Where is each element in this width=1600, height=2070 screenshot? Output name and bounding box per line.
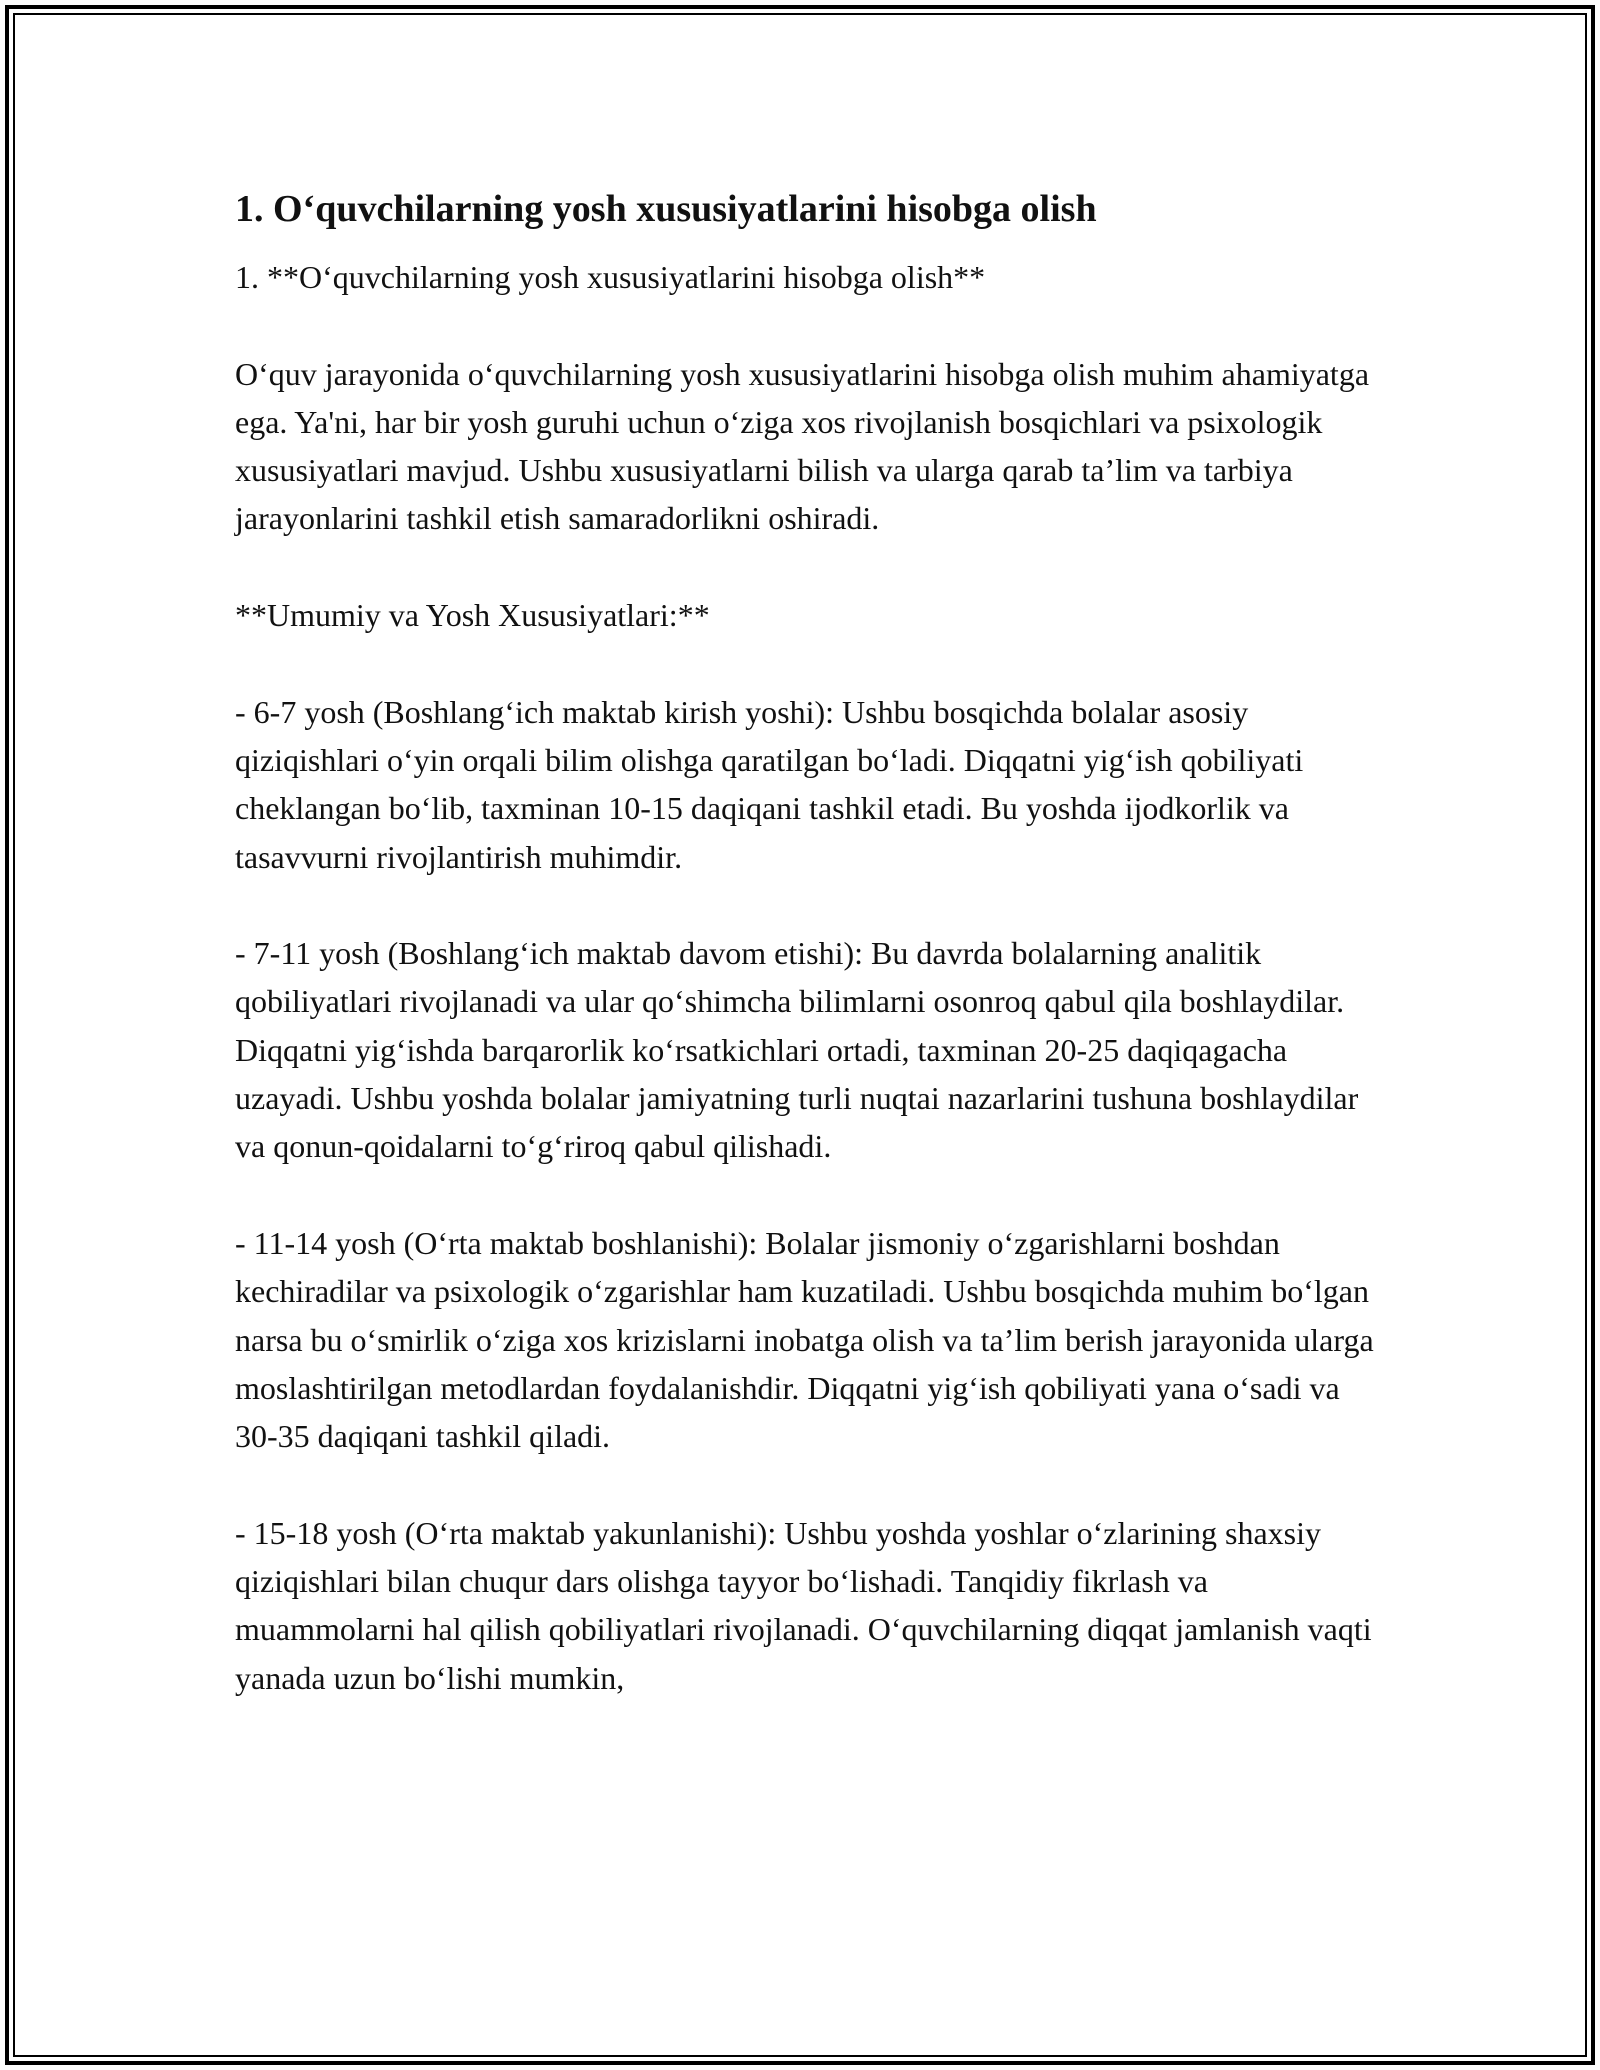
paragraph-bold-title: 1. **O‘quvchilarning yosh xususiyatlarini hisobga olish** <box>235 259 986 295</box>
paragraph-age-15-18: - 15-18 yosh (O‘rta maktab yakunlanishi): Ushbu yoshda yoshlar o‘zlarining shaxsiy qiziqishlari bilan chuqur dars olishga tayyor bo‘lishadi. Tanqidiy fikrlash va muammolarni hal qilish qobiliyatlari rivojlanadi. O‘quvchilarning diqqat jamlanish vaqti yanada uzun bo‘lishi mumkin, <box>235 1514 1372 1696</box>
paragraph-age-7-11: - 7-11 yosh (Boshlang‘ich maktab davom etishi): Bu davrda bolalarning analitik qobiliyatlari rivojlanadi va ular qo‘shimcha bilimlarni osonroq qabul qila boshlaydilar. Diqqatni yig‘ishda barqarorlik ko‘rsatkichlari ortadi, taxminan 20-25 daqiqagacha uzayadi. Ushbu yoshda bolalar jamiyatning turli nuqtai nazarlarini tushuna boshlaydilar va qonun-qoidalarni to‘g‘riroq qabul qilishadi. <box>235 935 1359 1165</box>
paragraph-intro: O‘quv jarayonida o‘quvchilarning yosh xususiyatlarini hisobga olish muhim ahamiyatga ega. Ya'ni, har bir yosh guruhi uchun o‘ziga xos rivojlanish bosqichlari va psixologik xususiyatlari mavjud. Ushbu xususiyatlarni bilish va ularga qarab ta’lim va tarbiya jarayonlarini tashkil etish samaradorlikni oshiradi. <box>235 355 1370 537</box>
document-heading: 1. O‘quvchilarning yosh xususiyatlarini hisobga olish <box>235 188 1097 230</box>
document-body <box>235 185 1380 1702</box>
paragraph-age-6-7: - 6-7 yosh (Boshlang‘ich maktab kirish yoshi): Ushbu bosqichda bolalar asosiy qiziqishlari o‘yin orqali bilim olishga qaratilgan bo‘ladi. Diqqatni yig‘ish qobiliyati cheklangan bo‘lib, taxminan 10-15 daqiqani tashkil etadi. Bu yoshda ijodkorlik va tasavvurni rivojlantirish muhimdir. <box>235 693 1304 875</box>
paragraph-age-11-14: - 11-14 yosh (O‘rta maktab boshlanishi): Bolalar jismoniy o‘zgarishlarni boshdan kechiradilar va psixologik o‘zgarishlar ham kuzatiladi. Ushbu bosqichda muhim bo‘lgan narsa bu o‘smirlik o‘ziga xos krizislarni inobatga olish va ta’lim berish jarayonida ularga moslashtirilgan metodlardan foydalanishdir. Diqqatni yig‘ish qobiliyati yana o‘sadi va 30-35 daqiqani tashkil qiladi. <box>235 1224 1374 1455</box>
paragraph-section-label: **Umumiy va Yosh Xususiyatlari:** <box>235 597 710 634</box>
